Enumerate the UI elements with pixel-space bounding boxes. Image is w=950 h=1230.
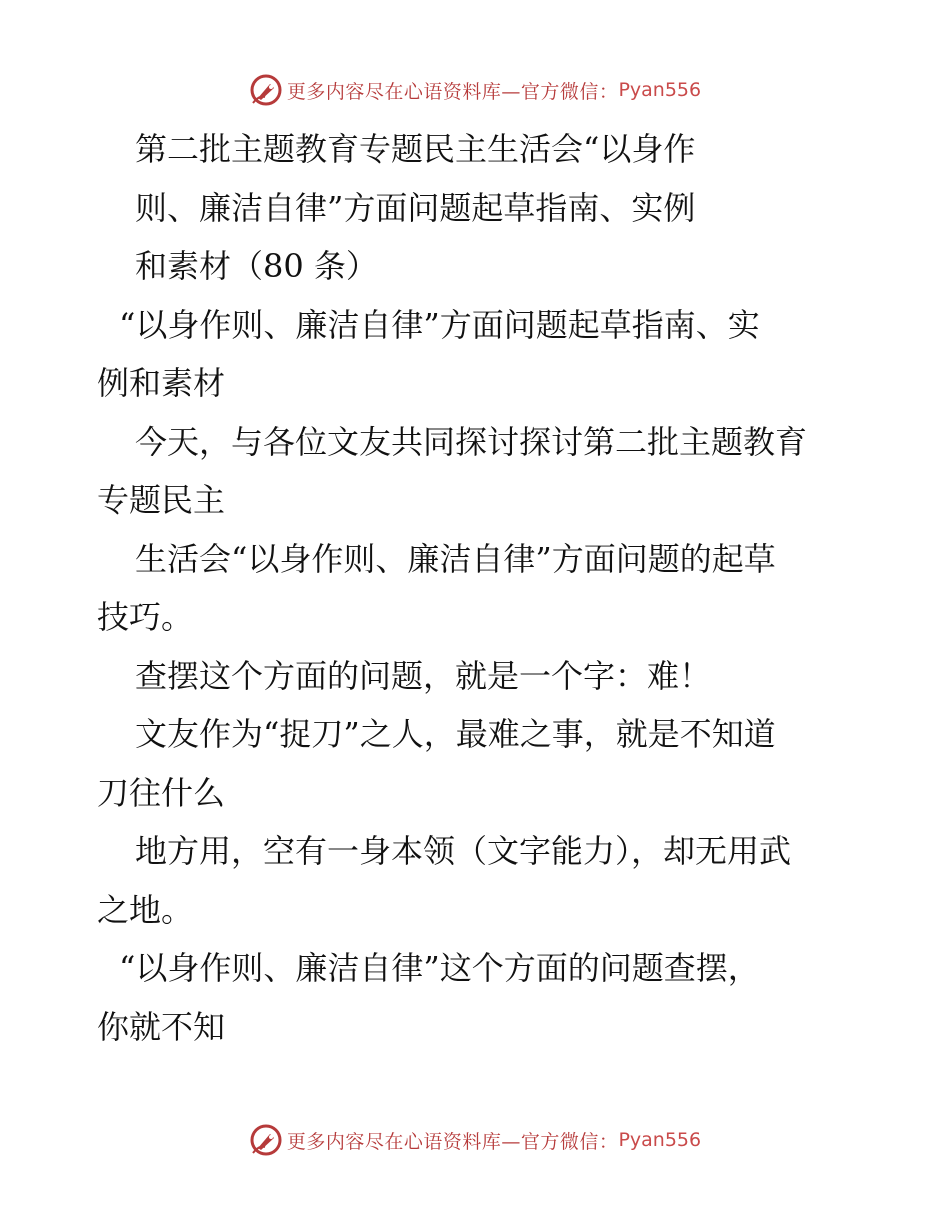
paragraph-line: 刀往什么 <box>97 773 226 812</box>
paragraph-line: “以身作则、廉洁自律”这个方面的问题查摆， <box>119 949 760 987</box>
paragraph-line: 文友作为“捉刀”之人，最难之事，就是不知道 <box>135 715 776 753</box>
watermark-wechat-id: Pyan556 <box>618 79 702 101</box>
paragraph-line: 查摆这个方面的问题，就是一个字：难！ <box>135 656 712 695</box>
document-body <box>97 120 857 1056</box>
watermark-wechat-id: Pyan556 <box>618 1129 702 1151</box>
watermark-text: 更多内容尽在心语资料库— <box>286 80 521 103</box>
paragraph-line: 生活会“以身作则、廉洁自律”方面问题的起草 <box>135 539 776 578</box>
watermark-wechat-label: 官方微信： <box>520 1130 619 1153</box>
paragraph-line: 今天，与各位文友共同探讨探讨第二批主题教育 <box>135 422 808 461</box>
paragraph-line: 技巧。 <box>97 598 194 636</box>
watermark-text: 更多内容尽在心语资料库— <box>286 1130 521 1153</box>
paragraph-line: 例和素材 <box>97 364 226 402</box>
paragraph-line: 之地。 <box>97 890 194 929</box>
header-watermark <box>0 70 950 110</box>
document-title-line-3: 和素材（80 条） <box>135 247 378 285</box>
document-title-line-2: 则、廉洁自律”方面问题起草指南、实例 <box>135 188 696 227</box>
pen-nib-logo-icon <box>249 1123 283 1157</box>
watermark-wechat-label: 官方微信： <box>520 80 619 103</box>
paragraph-line: 地方用，空有一身本领（文字能力），却无用武 <box>135 832 792 870</box>
footer-watermark <box>0 1120 950 1160</box>
paragraph-line: 专题民主 <box>97 481 226 519</box>
pen-nib-logo-icon <box>249 73 283 107</box>
document-title-line-1: 第二批主题教育专题民主生活会“以身作 <box>135 130 696 168</box>
paragraph-line: “以身作则、廉洁自律”方面问题起草指南、实 <box>119 305 760 344</box>
paragraph-line: 你就不知 <box>97 1007 226 1046</box>
